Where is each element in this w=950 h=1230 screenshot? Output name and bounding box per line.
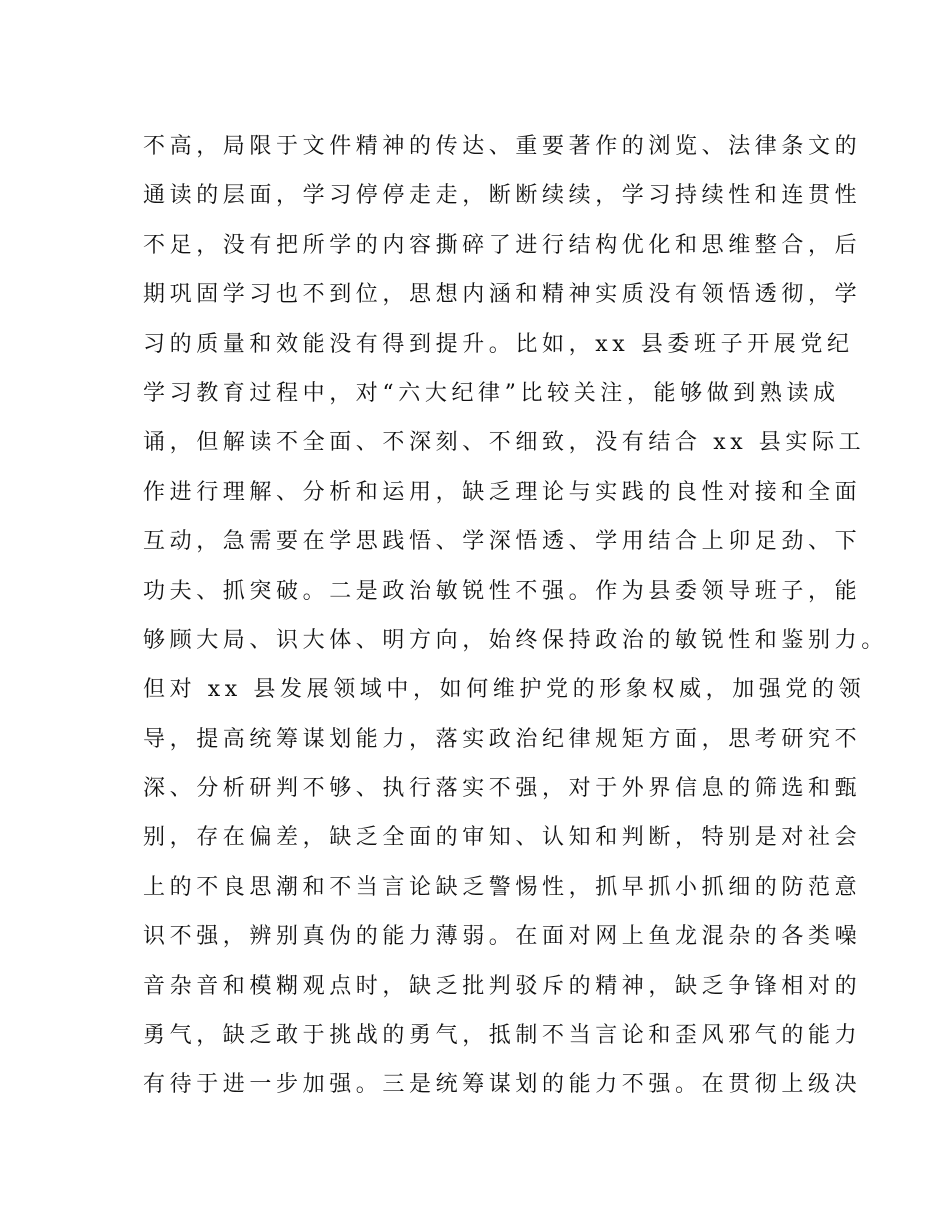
text-line: 通读的层面，学习停停走走，断断续续，学习持续性和连贯性 <box>143 183 862 209</box>
text-line: 识不强，辨别真伪的能力薄弱。在面对网上鱼龙混杂的各类噪 <box>143 924 862 950</box>
text-line: 但对 xx 县发展领域中，如何维护党的形象权威，加强党的领 <box>143 677 866 703</box>
text-line: 学习教育过程中，对“六大纪律”比较关注，能够做到熟读成 <box>143 380 840 406</box>
text-line: 作进行理解、分析和运用，缺乏理论与实践的良性对接和全面 <box>143 479 862 505</box>
text-line: 习的质量和效能没有得到提升。比如，xx 县委班子开展党纪 <box>143 331 854 357</box>
text-line: 有待于进一步加强。三是统筹谋划的能力不强。在贯彻上级决 <box>143 1072 862 1098</box>
text-line: 不足，没有把所学的内容撕碎了进行结构优化和思维整合，后 <box>143 232 862 258</box>
text-line: 不高，局限于文件精神的传达、重要著作的浏览、法律条文的 <box>143 134 862 159</box>
text-line: 期巩固学习也不到位，思想内涵和精神实质没有领悟透彻，学 <box>143 282 862 308</box>
text-line: 深、分析研判不够、执行落实不强，对于外界信息的筛选和甄 <box>143 776 862 802</box>
text-line: 导，提高统筹谋划能力，落实政治纪律规矩方面，思考研究不 <box>143 726 862 752</box>
text-line: 勇气，缺乏敢于挑战的勇气，抵制不当言论和歪风邪气的能力 <box>143 1023 862 1049</box>
text-line: 别，存在偏差，缺乏全面的审知、认知和判断，特别是对社会 <box>143 825 862 851</box>
body-text <box>143 122 948 1110</box>
text-line: 功夫、抓突破。二是政治敏锐性不强。作为县委领导班子，能 <box>143 578 862 604</box>
text-line: 够顾大局、识大体、明方向，始终保持政治的敏锐性和鉴别力。 <box>143 627 888 653</box>
text-line: 互动，急需要在学思践悟、学深悟透、学用结合上卯足劲、下 <box>143 529 862 555</box>
text-line: 上的不良思潮和不当言论缺乏警惕性，抓早抓小抓细的防范意 <box>143 874 862 900</box>
text-line: 音杂音和模糊观点时，缺乏批判驳斥的精神，缺乏争锋相对的 <box>143 973 862 999</box>
text-line: 诵，但解读不全面、不深刻、不细致，没有结合 xx 县实际工 <box>143 430 866 456</box>
